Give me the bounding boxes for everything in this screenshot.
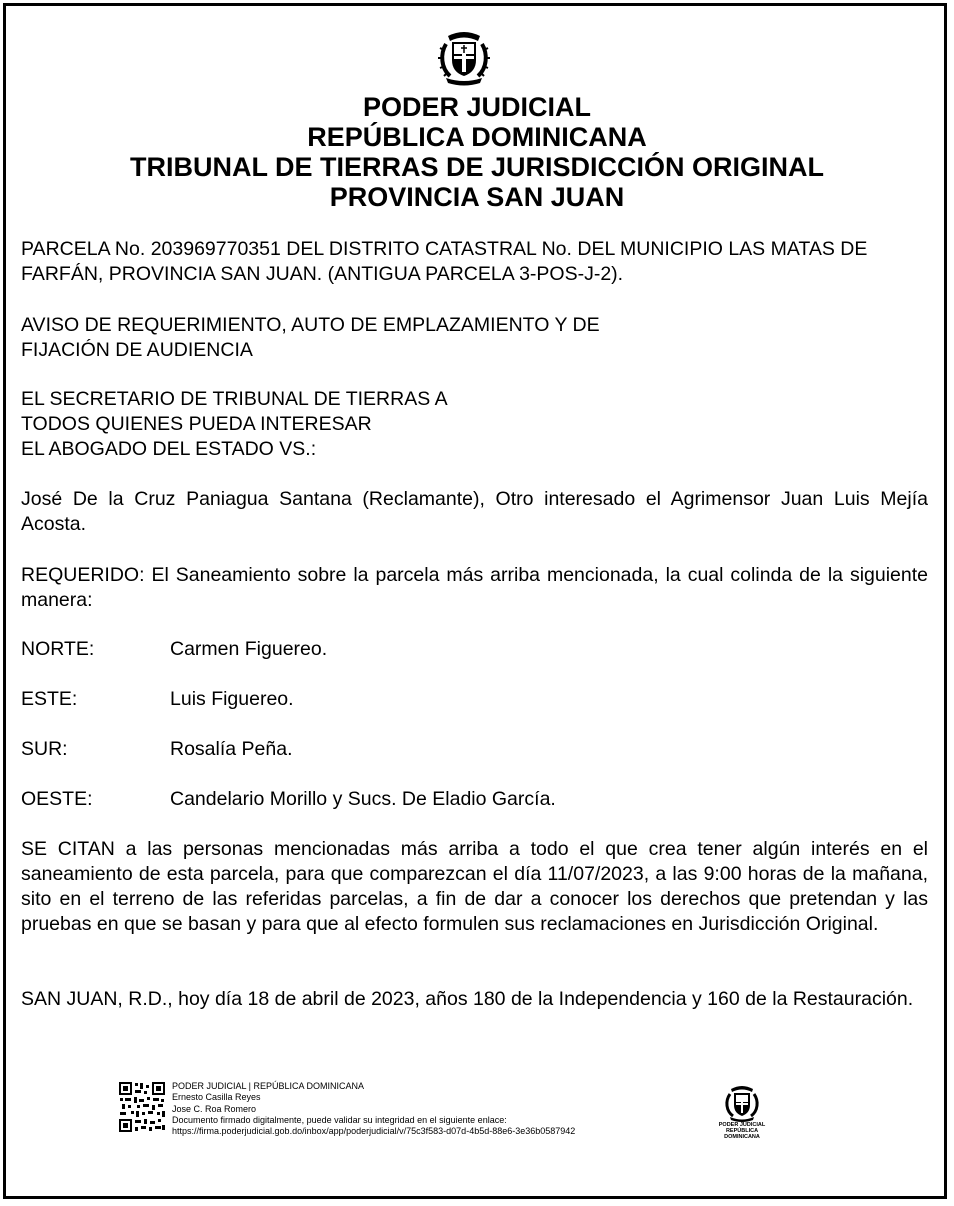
document-header xyxy=(0,92,954,212)
notice-title-line-1: AVISO DE REQUERIMIENTO, AUTO DE EMPLAZAMIENTO Y DE xyxy=(21,314,600,336)
addressee-block xyxy=(21,387,928,462)
signature-issuer: PODER JUDICIAL | REPÚBLICA DOMINICANA xyxy=(172,1081,365,1091)
addressee-line-3: EL ABOGADO DEL ESTADO VS.: xyxy=(21,438,317,460)
closing-paragraph: SAN JUAN, R.D., hoy día 18 de abril de 2023, años 180 de la Independencia y 160 de la Restauración. xyxy=(21,988,914,1010)
validation-link[interactable]: https://firma.poderjudicial.gob.do/inbox/app/poderjudicial/v/75c3f583-d07d-4b5d-88e6-3e36b0587942 xyxy=(172,1126,576,1137)
boundary-value: Candelario Morillo y Sucs. De Eladio García. xyxy=(170,788,556,810)
boundary-label: NORTE: xyxy=(21,638,95,660)
citation-paragraph: SE CITAN a las personas mencionadas más arriba a todo el que crea tener algún interés en el saneamiento de esta parcela, para que comparezcan el día 11/07/2023, a las 9:00 horas de la mañana, sito en el terreno de las referidas parcelas, a fin de dar a conocer los derechos que pretendan y las pruebas en que se basan y para que al efecto formulen sus reclamaciones en Jurisdicción Original. xyxy=(21,838,928,935)
signer-1: Ernesto Casilla Reyes xyxy=(172,1092,261,1103)
header-line-1: PODER JUDICIAL xyxy=(362,92,592,122)
boundary-label: OESTE: xyxy=(21,788,93,810)
boundary-value: Luis Figuereo. xyxy=(170,688,294,710)
signature-note: Documento firmado digitalmente, puede validar su integridad en el siguiente enlace: xyxy=(172,1114,507,1125)
parcel-line-2: FARFÁN, PROVINCIA SAN JUAN. (ANTIGUA PARCELA 3-POS-J-2). xyxy=(21,263,624,285)
boundary-label: SUR: xyxy=(21,738,68,760)
boundary-label: ESTE: xyxy=(21,688,78,710)
notice-title xyxy=(21,313,928,363)
header-line-4: PROVINCIA SAN JUAN xyxy=(329,182,625,212)
poder-judicial-logo xyxy=(718,1082,766,1142)
parcel-description xyxy=(21,237,928,287)
signature-text xyxy=(172,1081,575,1137)
parcel-line-1: PARCELA No. 203969770351 DEL DISTRITO CATASTRAL No. DEL MUNICIPIO LAS MATAS DE xyxy=(21,238,868,260)
addressee-line-2: TODOS QUIENES PUEDA INTERESAR xyxy=(21,413,372,435)
parties-paragraph: José De la Cruz Paniagua Santana (Reclamante), Otro interesado el Agrimensor Juan Luis Mejía Acosta. xyxy=(21,488,928,535)
boundary-value: Carmen Figuereo. xyxy=(170,638,328,660)
coat-of-arms-icon xyxy=(723,1082,761,1122)
signer-2: Jose C. Roa Romero xyxy=(172,1103,257,1114)
header-line-3: TRIBUNAL DE TIERRAS DE JURISDICCIÓN ORIGINAL xyxy=(129,152,825,182)
notice-title-line-2: FIJACIÓN DE AUDIENCIA xyxy=(21,339,253,361)
qr-code-icon[interactable] xyxy=(118,1081,166,1133)
boundary-value: Rosalía Peña. xyxy=(170,738,293,760)
coat-of-arms-icon xyxy=(436,26,492,86)
logo-caption-1: PODER JUDICIAL xyxy=(718,1122,766,1128)
addressee-line-1: EL SECRETARIO DE TRIBUNAL DE TIERRAS A xyxy=(21,388,448,410)
digital-signature-block xyxy=(118,1081,818,1151)
header-line-2: REPÚBLICA DOMINICANA xyxy=(307,122,647,152)
requerido-paragraph: REQUERIDO: El Saneamiento sobre la parcela más arriba mencionada, la cual colinda de la siguiente manera: xyxy=(21,564,928,611)
logo-caption-2: REPÚBLICA DOMINICANA xyxy=(724,1128,760,1140)
